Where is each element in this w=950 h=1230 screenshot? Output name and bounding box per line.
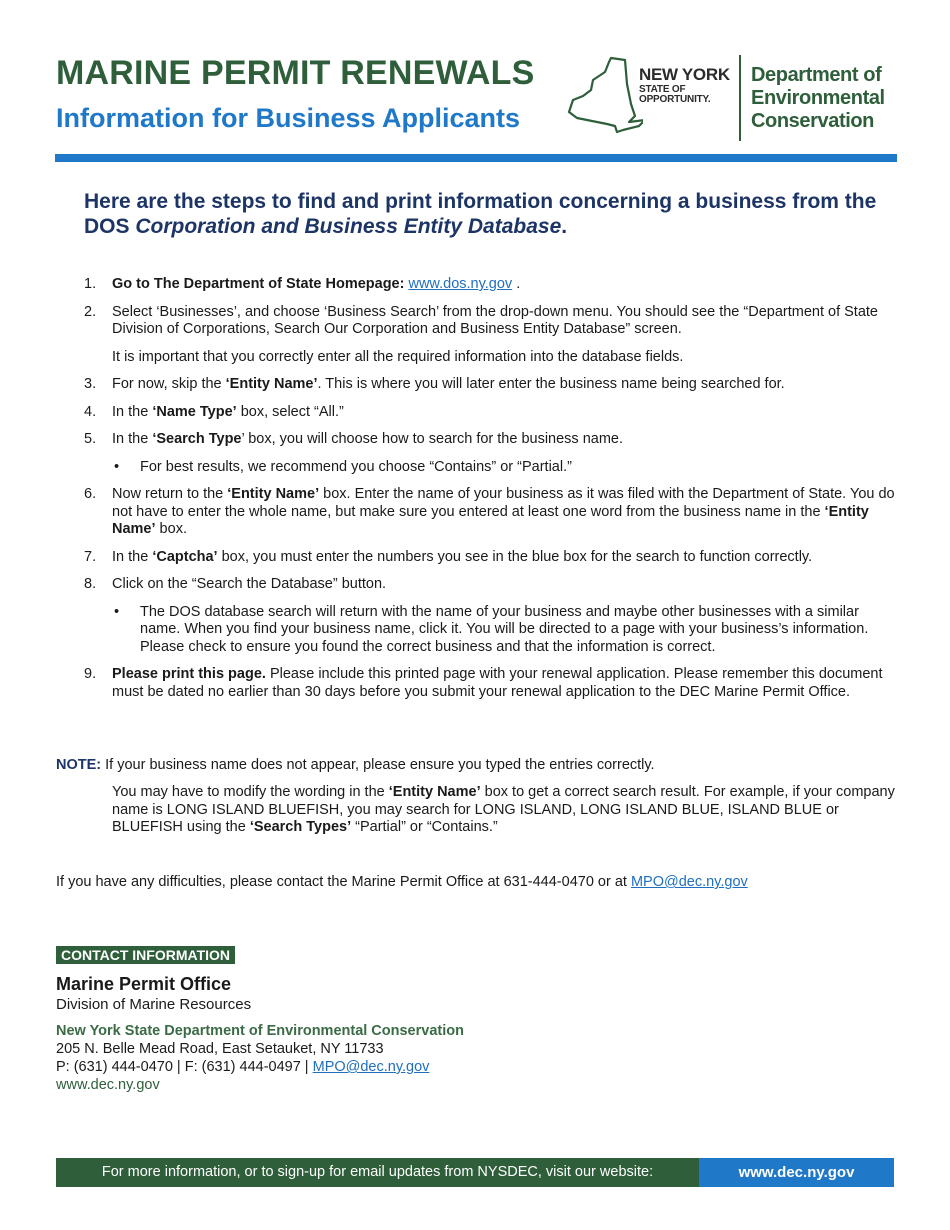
step-sublist xyxy=(112,459,899,477)
step-number: 2. xyxy=(84,303,97,320)
division-name: Division of Marine Resources xyxy=(56,996,252,1013)
step-item xyxy=(84,549,899,567)
difficulty-text: If you have any difficulties, please contact the Marine Permit Office at 631-444-0470 or at xyxy=(56,874,631,890)
step-item xyxy=(84,376,899,394)
dos-website-link[interactable]: www.dos.ny.gov xyxy=(408,276,513,292)
ny-logo-line2: STATE OF xyxy=(639,84,686,95)
step-item xyxy=(84,304,899,367)
note-text: If your business name does not appear, please ensure you typed the entries correctly. xyxy=(101,757,655,773)
steps-list xyxy=(84,276,899,711)
step-bold: ‘Captcha’ xyxy=(152,548,218,565)
step-bold: ‘Search Type xyxy=(152,431,242,447)
dec-logo-line2: Environmental xyxy=(751,87,885,109)
bullet-text: For best results, we recommend you choose “Contains” or “Partial.” xyxy=(140,458,572,475)
address: 205 N. Belle Mead Road, East Setauket, NY 11733 xyxy=(56,1041,384,1057)
step-text: Now return to the xyxy=(112,486,228,502)
step-text: . This is where you will later enter the business name being searched for. xyxy=(317,376,785,392)
step-bold: Go to The Department of State Homepage: xyxy=(112,276,409,292)
step-text: box, select “All.” xyxy=(236,403,344,420)
step-bold: ‘Entity Name’ xyxy=(225,376,318,392)
ny-logo-line1: NEW YORK xyxy=(639,65,730,84)
step-number: 1. xyxy=(84,276,97,292)
step-bold: ‘Name Type’ xyxy=(152,403,237,420)
sub-bullet-item xyxy=(112,604,899,657)
step-number: 4. xyxy=(84,403,97,420)
step-bold: Please print this page. xyxy=(112,666,266,682)
contact-email-link[interactable]: MPO@dec.ny.gov xyxy=(312,1059,430,1075)
step-number: 8. xyxy=(84,576,97,592)
contact-website[interactable]: www.dec.ny.gov xyxy=(56,1077,160,1093)
bullet-text: The DOS database search will return with the name of your business and maybe other businesses with a similar name. When you find your business name, click it. You will be directed to a page with your business’s information. Please check to ensure you found the correct business and that the information is correct. xyxy=(140,603,869,655)
page-subtitle: Information for Business Applicants xyxy=(56,103,521,133)
intro-italic: Corporation and Business Entity Database xyxy=(135,215,562,238)
step-number: 9. xyxy=(84,666,97,682)
logo-divider xyxy=(739,55,741,141)
step-text: Please include this printed page with your renewal application. Please remember this document must be dated no earlier than 30 days before you submit your renewal application to the DEC Marine Permit Office. xyxy=(112,666,883,700)
footer-bar xyxy=(56,1158,894,1187)
ny-logo-line3: OPPORTUNITY. xyxy=(639,94,711,105)
note-line xyxy=(56,757,655,775)
step-number: 7. xyxy=(84,548,97,565)
difficulty-line xyxy=(56,874,748,892)
step-text: In the xyxy=(112,431,153,447)
intro-text-b: . xyxy=(561,215,568,238)
note-detail-bold: ‘Entity Name’ xyxy=(388,784,481,800)
note-label: NOTE: xyxy=(56,757,102,773)
step-sublist xyxy=(112,604,899,657)
footer-website-link[interactable]: www.dec.ny.gov xyxy=(699,1158,894,1187)
step-number: 5. xyxy=(84,431,97,447)
dec-logo-line3: Conservation xyxy=(751,110,875,132)
dec-logo-text xyxy=(751,64,885,133)
step-item xyxy=(84,404,899,422)
step-note: It is important that you correctly enter all the required information into the database fields. xyxy=(112,348,684,365)
department-name: New York State Department of Environmental Conservation xyxy=(56,1023,464,1039)
step-text: Select ‘Businesses’, and choose ‘Business Search’ from the drop-down menu. You should see the “Department of State Division of Corporations, Search Our Corporation and Business Entity Database” screen. xyxy=(112,303,878,337)
dec-logo-line1: Department of xyxy=(751,64,882,86)
step-bold: ‘Entity Name’ xyxy=(112,503,869,537)
contact-info-badge: CONTACT INFORMATION xyxy=(56,946,235,964)
note-detail xyxy=(112,784,902,837)
note-detail-text: “Partial” or “Contains.” xyxy=(351,819,498,835)
office-name: Marine Permit Office xyxy=(56,974,232,994)
new-york-state-outline-icon xyxy=(565,54,643,134)
header-divider xyxy=(55,154,897,162)
new-york-logo-text xyxy=(639,66,730,105)
step-item xyxy=(84,276,899,294)
header-logos xyxy=(565,52,900,144)
step-number: 6. xyxy=(84,486,97,502)
step-text: For now, skip the xyxy=(112,376,226,392)
sub-bullet-item xyxy=(112,459,899,477)
step-item xyxy=(84,666,899,701)
step-text: In the xyxy=(112,548,153,565)
step-text: box. Enter the name of your business as it was filed with the Department of State. You do not have to enter the whole name, but make sure you entered at least one word from the business name in the xyxy=(112,486,895,520)
phone-text: P: (631) 444-0470 | F: (631) 444-0497 | xyxy=(56,1059,313,1075)
step-text: box. xyxy=(155,521,187,537)
step-item xyxy=(84,431,899,476)
page-title: MARINE PERMIT RENEWALS xyxy=(56,54,535,92)
note-detail-text: box to get a correct search result. For example, if your company name is LONG ISLAND BLUEFISH, you may search for LONG ISLAND, LONG ISLAND BLUE, ISLAND BLUE or BLUEFISH using the xyxy=(112,784,895,835)
step-text: ’ box, you will choose how to search for the business name. xyxy=(241,431,624,447)
intro-heading xyxy=(84,189,904,239)
note-detail-bold: ‘Search Types’ xyxy=(249,819,352,835)
note-detail-text: You may have to modify the wording in the xyxy=(112,784,389,800)
step-number: 3. xyxy=(84,376,97,392)
step-text: In the xyxy=(112,403,153,420)
step-bold: ‘Entity Name’ xyxy=(227,486,320,502)
bullet-icon: • xyxy=(114,458,120,475)
step-text: . xyxy=(512,276,521,292)
step-text: box, you must enter the numbers you see in the blue box for the search to function correctly. xyxy=(217,548,813,565)
intro-text-a: Here are the steps to find and print information concerning a business from the DOS xyxy=(84,190,877,238)
phone-line xyxy=(56,1059,429,1075)
step-item xyxy=(84,576,899,656)
step-text: Click on the “Search the Database” button. xyxy=(112,576,387,592)
footer-text: For more information, or to sign-up for email updates from NYSDEC, visit our website: xyxy=(56,1158,699,1187)
email-link[interactable]: MPO@dec.ny.gov xyxy=(630,874,748,890)
bullet-icon: • xyxy=(114,603,120,620)
step-item xyxy=(84,486,899,539)
